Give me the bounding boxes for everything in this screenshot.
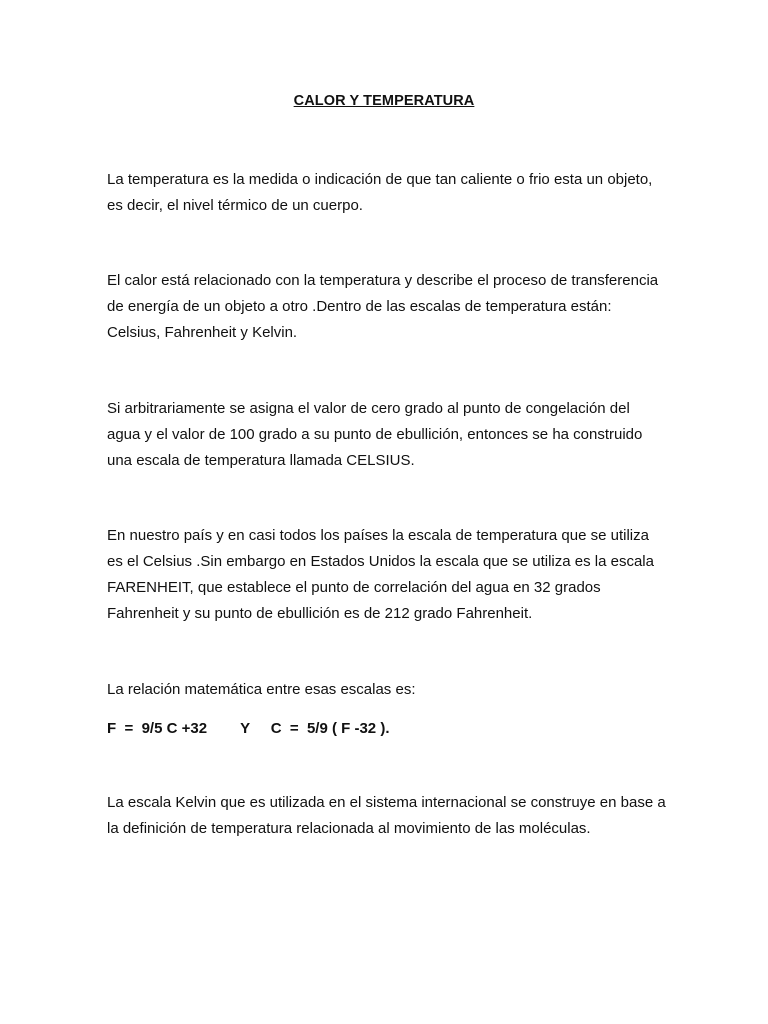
paragraph-temperature-definition: La temperatura es la medida o indicación de que tan caliente o frio esta un objeto, es decir, el nivel térmico de un cuerpo. bbox=[107, 171, 653, 214]
paragraph-kelvin-scale: La escala Kelvin que es utilizada en el sistema internacional se construye en base a la definición de temperatura relacionada al movimiento de las moléculas. bbox=[107, 794, 666, 837]
paragraph-fahrenheit-scale: En nuestro país y en casi todos los países la escala de temperatura que se utiliza es el Celsius .Sin embargo en Estados Unidos la escala que se utiliza es la escala FARENHEIT, que establece el punto de correlación del agua en 32 grados Fahrenheit y su punto de ebullición es de 212 grado Fahrenheit. bbox=[107, 527, 654, 622]
conversion-formula: F = 9/5 C +32 Y C = 5/9 ( F -32 ). bbox=[107, 720, 390, 737]
paragraph-relation-intro: La relación matemática entre esas escalas es: bbox=[107, 681, 416, 698]
paragraph-heat-definition: El calor está relacionado con la temperatura y describe el proceso de transferencia de energía de un objeto a otro .Dentro de las escalas de temperatura están: Celsius, Fahrenheit y Kelvin. bbox=[107, 272, 659, 341]
document-title: CALOR Y TEMPERATURA bbox=[293, 93, 475, 109]
paragraph-celsius-scale: Si arbitrariamente se asigna el valor de cero grado al punto de congelación del agua y el valor de 100 grado a su punto de ebullición, entonces se ha construido una escala de temperatura llamada CELSIUS. bbox=[107, 400, 643, 469]
